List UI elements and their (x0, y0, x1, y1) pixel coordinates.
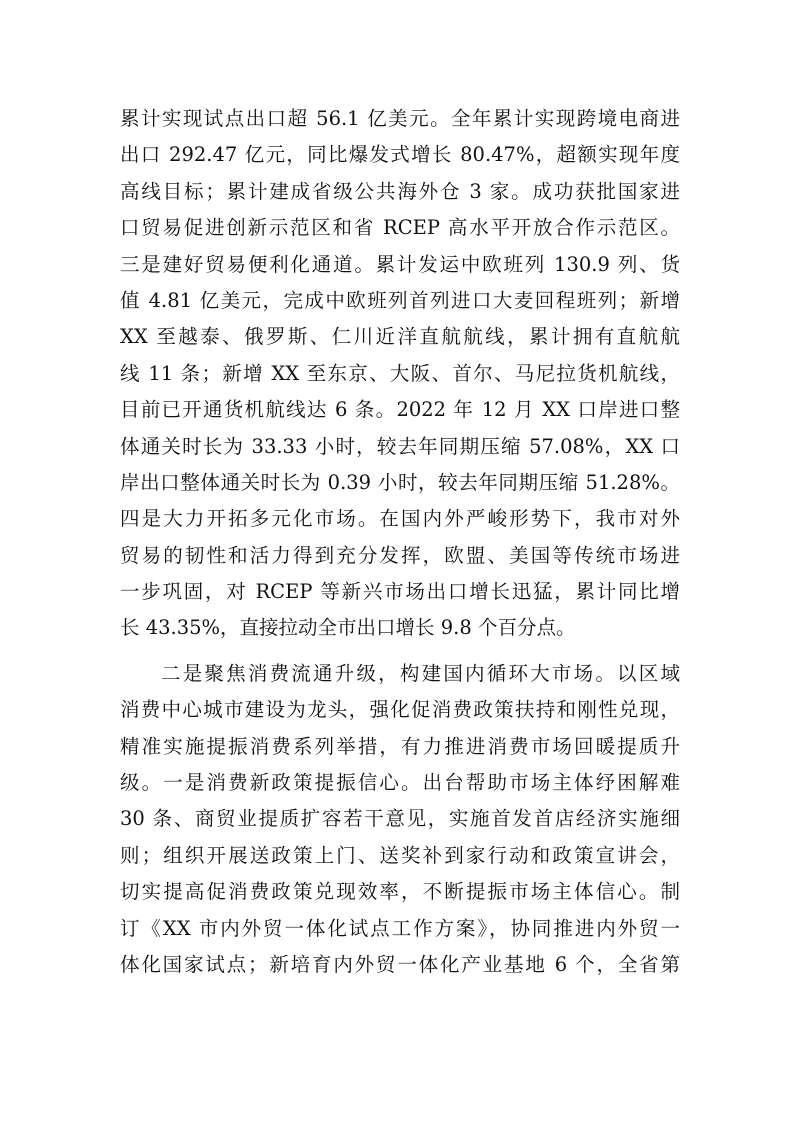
text-line: 贸易的韧性和活力得到充分发挥，欧盟、美国等传统市场进 (120, 543, 680, 567)
text-line: 体通关时长为 33.33 小时，较去年同期压缩 57.08%，XX 口 (120, 434, 680, 458)
text-line: 消费中心城市建设为龙头，强化促消费政策扶持和刚性兑现， (120, 698, 680, 722)
text-line: XX 至越泰、俄罗斯、仁川近洋直航航线，累计拥有直航航 (120, 325, 680, 349)
text-line: 三是建好贸易便利化通道。累计发运中欧班列 130.9 列、货 (120, 252, 680, 276)
text-line: 级。一是消费新政策提振信心。出台帮助市场主体纾困解难 (120, 771, 680, 795)
document-body (120, 101, 680, 983)
paragraph-trade (120, 101, 680, 647)
text-line: 口贸易促进创新示范区和省 RCEP 高水平开放合作示范区。 (120, 216, 680, 240)
text-line: 精准实施提振消费系列举措，有力推进消费市场回暖提质升 (120, 734, 680, 758)
text-line: 一步巩固，对 RCEP 等新兴市场出口增长迅猛，累计同比增 (120, 580, 680, 604)
text-line: 值 4.81 亿美元，完成中欧班列首列进口大麦回程班列；新增 (120, 288, 680, 312)
text-line: 目前已开通货机航线达 6 条。2022 年 12 月 XX 口岸进口整 (120, 398, 680, 422)
text-line: 则；组织开展送政策上门、送奖补到家行动和政策宣讲会， (120, 843, 680, 867)
paragraph-consumption (120, 656, 680, 984)
text-line: 高线目标；累计建成省级公共海外仓 3 家。成功获批国家进 (120, 179, 680, 203)
text-line: 线 11 条；新增 XX 至东京、大阪、首尔、马尼拉货机航线， (120, 361, 680, 385)
text-line: 长 43.35%，直接拉动全市出口增长 9.8 个百分点。 (120, 616, 576, 640)
text-line: 切实提高促消费政策兑现效率，不断提振市场主体信心。制 (120, 880, 680, 904)
text-line: 累计实现试点出口超 56.1 亿美元。全年累计实现跨境电商进 (120, 107, 680, 130)
text-line: 订《XX 市内外贸一体化试点工作方案》，协同推进内外贸一 (120, 916, 680, 940)
text-line: 岸出口整体通关时长为 0.39 小时，较去年同期压缩 51.28%。 (120, 470, 680, 494)
text-line: 出口 292.47 亿元，同比爆发式增长 80.47%，超额实现年度 (120, 143, 680, 167)
text-line: 二是聚焦消费流通升级，构建国内循环大市场。以区域 (161, 661, 680, 685)
text-line: 四是大力开拓多元化市场。在国内外严峻形势下，我市对外 (120, 507, 680, 531)
text-line: 体化国家试点；新培育内外贸一体化产业基地 6 个，全省第 (120, 952, 680, 976)
paragraph-gap (120, 647, 680, 656)
text-line: 30 条、商贸业提质扩容若干意见，实施首发首店经济实施细 (120, 807, 680, 831)
